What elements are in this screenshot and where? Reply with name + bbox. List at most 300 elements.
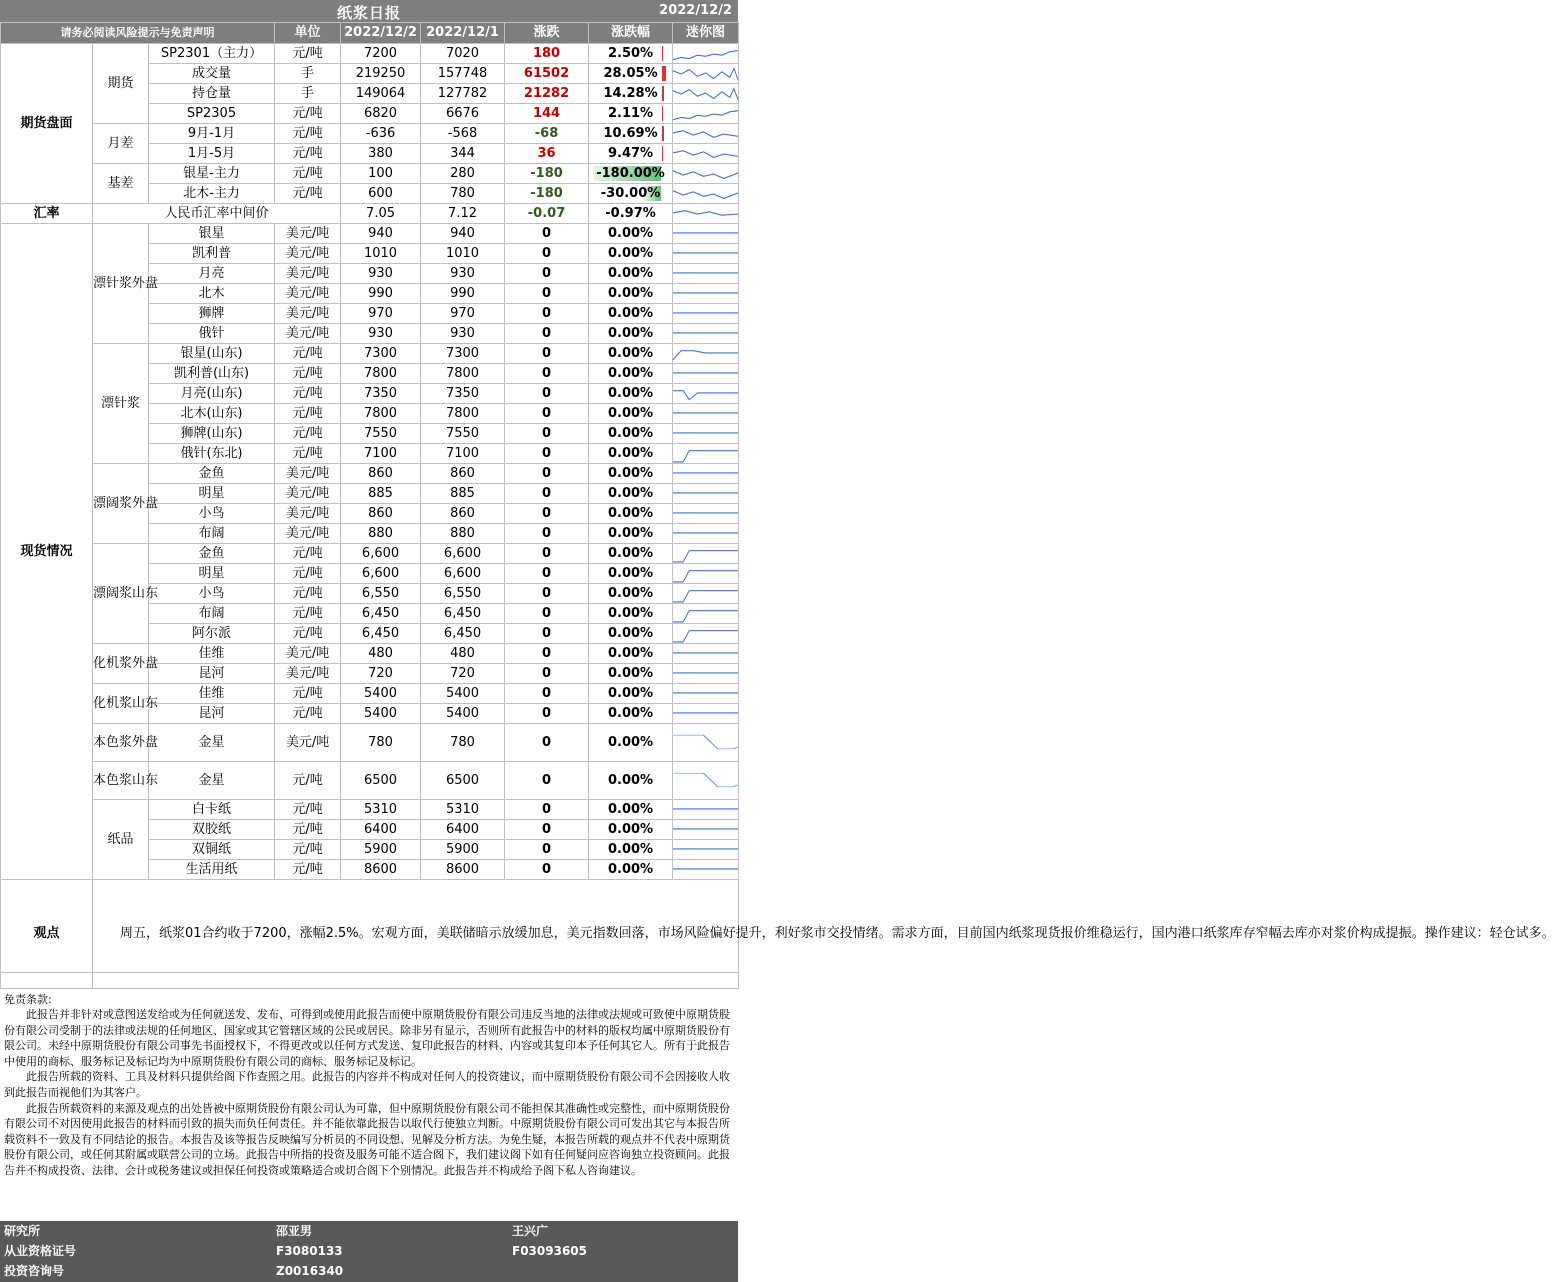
- sparkline-chart: [673, 684, 738, 703]
- sparkline: [673, 504, 739, 524]
- sparkline-chart: [673, 424, 738, 443]
- row-unit: 元/吨: [275, 424, 341, 444]
- row-unit: 手: [275, 64, 341, 84]
- row-pct: [589, 624, 673, 644]
- row-v1: 7300: [341, 344, 421, 364]
- row-name: 月亮(山东): [149, 384, 275, 404]
- sparkline-chart: [673, 564, 738, 583]
- pct-value: 0.00%: [607, 505, 654, 521]
- row-pct: [589, 644, 673, 664]
- row-change: 61502: [505, 64, 589, 84]
- sparkline-chart: [673, 144, 738, 163]
- section-spot: 现货情况: [1, 224, 93, 880]
- row-name: 1月-5月: [149, 144, 275, 164]
- row-v1: 880: [341, 524, 421, 544]
- row-pct: [589, 444, 673, 464]
- row-change: 0: [505, 504, 589, 524]
- pct-value: 14.28%: [603, 85, 658, 101]
- table-row: [1, 800, 739, 820]
- row-v2: 780: [421, 184, 505, 204]
- row-name: 北木-主力: [149, 184, 275, 204]
- sparkline: [673, 164, 739, 184]
- pct-value: 0.00%: [607, 861, 654, 877]
- sparkline-line: [673, 68, 738, 79]
- row-unit: 手: [275, 84, 341, 104]
- disclaimer-p2: 此报告所载的资料、工具及材料只提供给阁下作查照之用。此报告的内容并不构成对任何人的投资建议，而中原期货股份有限公司不会因接收人收到此报告而视他们为其客户。: [4, 1070, 730, 1099]
- sparkline-chart: [673, 364, 738, 383]
- pct-value: 0.00%: [607, 801, 654, 817]
- table-row: [1, 224, 739, 244]
- row-change: 0: [505, 564, 589, 584]
- row-pct: [589, 484, 673, 504]
- row-v2: 127782: [421, 84, 505, 104]
- sparkline: [673, 524, 739, 544]
- pct-value: 0.00%: [607, 545, 654, 561]
- row-change: 0: [505, 444, 589, 464]
- row-name: 月亮: [149, 264, 275, 284]
- sparkline-chart: [673, 504, 738, 523]
- row-v1: 6820: [341, 104, 421, 124]
- row-change: 0: [505, 384, 589, 404]
- pct-value: 28.05%: [603, 65, 658, 81]
- row-unit: 元/吨: [275, 820, 341, 840]
- sparkline-chart: [673, 604, 738, 623]
- row-unit: 美元/吨: [275, 284, 341, 304]
- table-row: [1, 464, 739, 484]
- table-row: [1, 44, 739, 64]
- row-unit: 元/吨: [275, 684, 341, 704]
- row-unit: 元/吨: [275, 800, 341, 820]
- sparkline-chart: [673, 324, 738, 343]
- row-v2: 6,450: [421, 604, 505, 624]
- row-v1: 7.05: [341, 204, 421, 224]
- row-name: 昆河: [149, 664, 275, 684]
- sparkline: [673, 184, 739, 204]
- row-change: 0: [505, 644, 589, 664]
- footer-analyst-b: 王兴广: [512, 1224, 549, 1238]
- row-v1: -636: [341, 124, 421, 144]
- row-v2: 970: [421, 304, 505, 324]
- sparkline: [673, 204, 739, 224]
- sparkline: [673, 84, 739, 104]
- row-v1: 6500: [341, 762, 421, 800]
- row-name: 布阔: [149, 524, 275, 544]
- row-unit: 美元/吨: [275, 464, 341, 484]
- pct-value: 0.00%: [607, 425, 654, 441]
- row-v2: 7550: [421, 424, 505, 444]
- sparkline-chart: [673, 840, 738, 859]
- pct-value: 0.00%: [607, 625, 654, 641]
- row-pct: [589, 304, 673, 324]
- row-change: 0: [505, 464, 589, 484]
- row-v1: 860: [341, 504, 421, 524]
- row-v2: 6,600: [421, 544, 505, 564]
- header-row: [1, 23, 739, 44]
- row-unit: 元/吨: [275, 104, 341, 124]
- sparkline-chart: [673, 264, 738, 283]
- row-change: 0: [505, 664, 589, 684]
- row-pct: [589, 324, 673, 344]
- group-pk_wai: 漂阔浆外盘: [93, 464, 149, 544]
- pct-value: 0.00%: [607, 821, 654, 837]
- row-change: -0.07: [505, 204, 589, 224]
- row-name: 狮牌(山东): [149, 424, 275, 444]
- group-yuecha: 月差: [93, 124, 149, 164]
- row-v1: 1010: [341, 244, 421, 264]
- sparkline-line: [673, 631, 738, 642]
- row-change: 0: [505, 544, 589, 564]
- row-change: 0: [505, 724, 589, 762]
- row-pct: [589, 144, 673, 164]
- row-unit: 元/吨: [275, 860, 341, 880]
- row-unit: 美元/吨: [275, 644, 341, 664]
- row-name: 白卡纸: [149, 800, 275, 820]
- report-title: 纸浆日报: [336, 4, 401, 22]
- row-unit: 元/吨: [275, 344, 341, 364]
- pct-data-bar: [662, 86, 664, 101]
- sparkline-line: [673, 171, 738, 179]
- pct-data-bar: [662, 46, 663, 61]
- row-pct: [589, 364, 673, 384]
- pct-value: 0.00%: [607, 445, 654, 461]
- row-pct: [589, 860, 673, 880]
- pct-value: 0.00%: [607, 485, 654, 501]
- row-name: 双铜纸: [149, 840, 275, 860]
- row-unit: 元/吨: [275, 144, 341, 164]
- header-chg: 涨跌: [505, 23, 589, 44]
- row-unit: 美元/吨: [275, 524, 341, 544]
- row-pct: [589, 344, 673, 364]
- row-name: SP2301（主力）: [149, 44, 275, 64]
- footer-label-institute: 研究所: [4, 1224, 41, 1238]
- row-v2: 7020: [421, 44, 505, 64]
- row-change: 0: [505, 524, 589, 544]
- row-v2: 7.12: [421, 204, 505, 224]
- row-v2: 480: [421, 644, 505, 664]
- sparkline: [673, 584, 739, 604]
- row-unit: 元/吨: [275, 404, 341, 424]
- row-pct: [589, 424, 673, 444]
- sparkline-line: [673, 111, 738, 120]
- group-pz_wai: 漂针浆外盘: [93, 224, 149, 344]
- sparkline: [673, 820, 739, 840]
- row-v1: 780: [341, 724, 421, 762]
- row-v1: 860: [341, 464, 421, 484]
- row-pct: [589, 44, 673, 64]
- row-v1: 5900: [341, 840, 421, 860]
- row-unit: 元/吨: [275, 584, 341, 604]
- sparkline-line: [673, 88, 738, 99]
- row-unit: 元/吨: [275, 604, 341, 624]
- group-bs_wai: 本色浆外盘: [93, 724, 149, 762]
- sparkline: [673, 284, 739, 304]
- sparkline-chart: [673, 244, 738, 263]
- row-pct: [589, 84, 673, 104]
- row-v1: 6,600: [341, 544, 421, 564]
- sparkline-line: [673, 551, 738, 562]
- sparkline-line: [673, 735, 738, 749]
- row-unit: 美元/吨: [275, 244, 341, 264]
- row-v2: 280: [421, 164, 505, 184]
- disclaimer: [0, 972, 738, 1221]
- row-change: -180: [505, 164, 589, 184]
- row-change: 0: [505, 624, 589, 644]
- header-spark: 迷你图: [673, 23, 739, 44]
- row-v2: 7300: [421, 344, 505, 364]
- row-pct: [589, 524, 673, 544]
- pct-data-bar: [662, 106, 663, 121]
- risk-notice[interactable]: 请务必阅读风险提示与免责声明: [1, 23, 275, 44]
- sparkline-chart: [673, 224, 738, 243]
- sparkline: [673, 224, 739, 244]
- sparkline: [673, 664, 739, 684]
- sparkline-line: [673, 571, 738, 582]
- sparkline: [673, 244, 739, 264]
- sparkline-chart: [673, 164, 738, 183]
- row-pct: [589, 224, 673, 244]
- row-v1: 990: [341, 284, 421, 304]
- sparkline-chart: [673, 860, 738, 879]
- footer-label-cert: 从业资格证号: [4, 1244, 77, 1258]
- pct-value: 0.00%: [607, 285, 654, 301]
- data-table: [0, 22, 1555, 989]
- row-unit: 元/吨: [275, 762, 341, 800]
- sparkline: [673, 724, 739, 762]
- row-v2: 344: [421, 144, 505, 164]
- group-pz: 漂针浆: [93, 344, 149, 464]
- pct-value: 0.00%: [607, 772, 654, 788]
- footer-analyst-a: 邵亚男: [276, 1224, 313, 1238]
- row-v1: 100: [341, 164, 421, 184]
- sparkline-line: [673, 773, 738, 787]
- row-v2: 6676: [421, 104, 505, 124]
- sparkline: [673, 364, 739, 384]
- section-futures: 期货盘面: [1, 44, 93, 204]
- sparkline-chart: [673, 484, 738, 503]
- row-v1: 7350: [341, 384, 421, 404]
- table-row: [1, 164, 739, 184]
- pct-value: 0.00%: [607, 325, 654, 341]
- row-v2: 7800: [421, 364, 505, 384]
- group-pk_sd: 漂阔浆山东: [93, 544, 149, 644]
- pct-value: -0.97%: [605, 205, 656, 221]
- row-unit: 美元/吨: [275, 664, 341, 684]
- row-change: 0: [505, 840, 589, 860]
- row-v1: 6,550: [341, 584, 421, 604]
- row-pct: [589, 264, 673, 284]
- pct-value: 0.00%: [607, 645, 654, 661]
- pct-value: 0.00%: [607, 465, 654, 481]
- pct-value: 0.00%: [607, 685, 654, 701]
- row-pct: [589, 404, 673, 424]
- row-name: 北木: [149, 284, 275, 304]
- sparkline: [673, 762, 739, 800]
- row-name: 小鸟: [149, 584, 275, 604]
- pct-value: -180.00%: [596, 165, 665, 181]
- row-unit: 美元/吨: [275, 724, 341, 762]
- row-name: 昆河: [149, 704, 275, 724]
- sparkline-line: [673, 51, 738, 60]
- row-v2: 6,450: [421, 624, 505, 644]
- row-unit: 美元/吨: [275, 304, 341, 324]
- sparkline-line: [673, 151, 738, 158]
- sparkline: [673, 144, 739, 164]
- pct-value: 9.47%: [607, 145, 654, 161]
- pct-data-bar: [662, 126, 664, 141]
- sparkline: [673, 424, 739, 444]
- table-row: [1, 344, 739, 364]
- sparkline-chart: [673, 124, 738, 143]
- sparkline-chart: [673, 384, 738, 403]
- pct-value: 0.00%: [607, 734, 654, 750]
- row-v1: 5310: [341, 800, 421, 820]
- row-name: 双胶纸: [149, 820, 275, 840]
- footer-cert-b: F03093605: [512, 1244, 587, 1258]
- row-pct: [589, 104, 673, 124]
- header-col2: 2022/12/1: [421, 23, 505, 44]
- pct-value: 10.69%: [603, 125, 658, 141]
- row-v2: 720: [421, 664, 505, 684]
- row-pct: [589, 504, 673, 524]
- pct-value: 0.00%: [607, 405, 654, 421]
- footer-cert-a: F3080133: [276, 1244, 343, 1258]
- pct-value: 0.00%: [607, 705, 654, 721]
- row-v1: 7100: [341, 444, 421, 464]
- row-pct: [589, 244, 673, 264]
- row-v2: 6,600: [421, 564, 505, 584]
- sparkline: [673, 44, 739, 64]
- row-pct: [589, 464, 673, 484]
- row-name: 金鱼: [149, 464, 275, 484]
- header-col1: 2022/12/2: [341, 23, 421, 44]
- row-pct: [589, 204, 673, 224]
- footer: [0, 1221, 738, 1282]
- table-row: [1, 204, 739, 224]
- pct-value: 0.00%: [607, 345, 654, 361]
- pct-data-bar: [662, 66, 666, 81]
- sparkline-line: [673, 391, 738, 400]
- sparkline-line: [673, 611, 738, 622]
- row-unit: 元/吨: [275, 44, 341, 64]
- header-unit: 单位: [275, 23, 341, 44]
- row-v2: 5310: [421, 800, 505, 820]
- sparkline-chart: [673, 344, 738, 363]
- sparkline-chart: [673, 771, 738, 790]
- sparkline: [673, 800, 739, 820]
- sparkline-chart: [673, 800, 738, 819]
- sparkline: [673, 644, 739, 664]
- row-name: 佳维: [149, 684, 275, 704]
- sparkline-chart: [673, 104, 738, 123]
- row-v1: 480: [341, 644, 421, 664]
- pct-value: 0.00%: [607, 265, 654, 281]
- sparkline-chart: [673, 404, 738, 423]
- row-v2: 5400: [421, 704, 505, 724]
- row-v2: 880: [421, 524, 505, 544]
- row-unit: 美元/吨: [275, 504, 341, 524]
- view-text: 周五，纸浆01合约收于7200，涨幅2.5%。宏观方面，美联储暗示放缓加息，美元指数回落，市场风险偏好提升，利好浆市交投情绪。需求方面，目前国内纸浆现货报价维稳运行，国内港口纸浆库存窄幅去库亦对浆价构成提振。操作建议：轻仓试多。: [93, 880, 739, 989]
- row-pct: [589, 840, 673, 860]
- row-name: 银星-主力: [149, 164, 275, 184]
- row-change: 0: [505, 762, 589, 800]
- row-v1: 7800: [341, 364, 421, 384]
- section-view: 观点: [1, 880, 93, 989]
- row-v1: 5400: [341, 704, 421, 724]
- row-change: 0: [505, 604, 589, 624]
- row-v1: 6,450: [341, 604, 421, 624]
- row-unit: 美元/吨: [275, 324, 341, 344]
- sparkline: [673, 384, 739, 404]
- row-pct: [589, 724, 673, 762]
- row-change: 0: [505, 684, 589, 704]
- row-pct: [589, 124, 673, 144]
- row-v1: 940: [341, 224, 421, 244]
- row-v2: 6400: [421, 820, 505, 840]
- row-change: 36: [505, 144, 589, 164]
- pct-value: -30.00%: [600, 185, 661, 201]
- row-v1: 600: [341, 184, 421, 204]
- row-name: 人民币汇率中间价: [93, 204, 341, 224]
- row-unit: 元/吨: [275, 444, 341, 464]
- row-change: 0: [505, 324, 589, 344]
- row-name: 布阔: [149, 604, 275, 624]
- row-name: 金星: [149, 724, 275, 762]
- row-pct: [589, 664, 673, 684]
- sparkline-chart: [673, 524, 738, 543]
- row-pct: [589, 584, 673, 604]
- pct-value: 0.00%: [607, 365, 654, 381]
- row-v2: 860: [421, 464, 505, 484]
- sparkline-chart: [673, 284, 738, 303]
- sparkline: [673, 444, 739, 464]
- sparkline: [673, 124, 739, 144]
- row-name: 狮牌: [149, 304, 275, 324]
- sparkline-chart: [673, 820, 738, 839]
- row-v2: -568: [421, 124, 505, 144]
- disclaimer-p3: 此报告所载资料的来源及观点的出处皆被中原期货股份有限公司认为可靠，但中原期货股份有限公司不能担保其准确性或完整性，而中原期货股份有限公司不对因使用此报告的材料而引致的损失而负任何责任。并不能依靠此报告以取代行使独立判断。中原期货股份有限公司可发出其它与本报告所载资料不一致及有不同结论的报告。本报告及该等报告反映编写分析员的不同设想、见解及分析方法。为免生疑，本报告所载的观点并不代表中原期货股份有限公司，或任何其附属或联营公司的立场。此报告中所指的投资及服务可能不适合阁下，我们建议阁下如有任何疑问应咨询独立投资顾问。此报告并不构成投资、法律、会计或税务建议或担保任何投资或策略适合或切合阁下个别情况。此报告并不构成给予阁下私人咨询建议。: [4, 1101, 730, 1177]
- row-v1: 8600: [341, 860, 421, 880]
- row-v2: 7350: [421, 384, 505, 404]
- sparkline: [673, 104, 739, 124]
- row-pct: [589, 704, 673, 724]
- row-pct: [589, 604, 673, 624]
- row-v2: 5900: [421, 840, 505, 860]
- row-v1: 970: [341, 304, 421, 324]
- row-change: 0: [505, 364, 589, 384]
- row-name: 金星: [149, 762, 275, 800]
- table-row: [1, 124, 739, 144]
- sparkline: [673, 324, 739, 344]
- row-v1: 219250: [341, 64, 421, 84]
- title-bar: [0, 0, 738, 22]
- row-unit: 元/吨: [275, 564, 341, 584]
- row-change: 0: [505, 424, 589, 444]
- sparkline: [673, 544, 739, 564]
- pct-value: 0.00%: [607, 841, 654, 857]
- sparkline-chart: [673, 664, 738, 683]
- sparkline: [673, 840, 739, 860]
- row-v2: 860: [421, 504, 505, 524]
- row-v2: 7100: [421, 444, 505, 464]
- sparkline-line: [673, 131, 738, 138]
- pct-value: 0.00%: [607, 245, 654, 261]
- sparkline-line: [673, 191, 738, 199]
- sparkline: [673, 344, 739, 364]
- row-v1: 6400: [341, 820, 421, 840]
- row-change: 0: [505, 800, 589, 820]
- pct-value: 0.00%: [607, 665, 654, 681]
- row-name: 凯利普: [149, 244, 275, 264]
